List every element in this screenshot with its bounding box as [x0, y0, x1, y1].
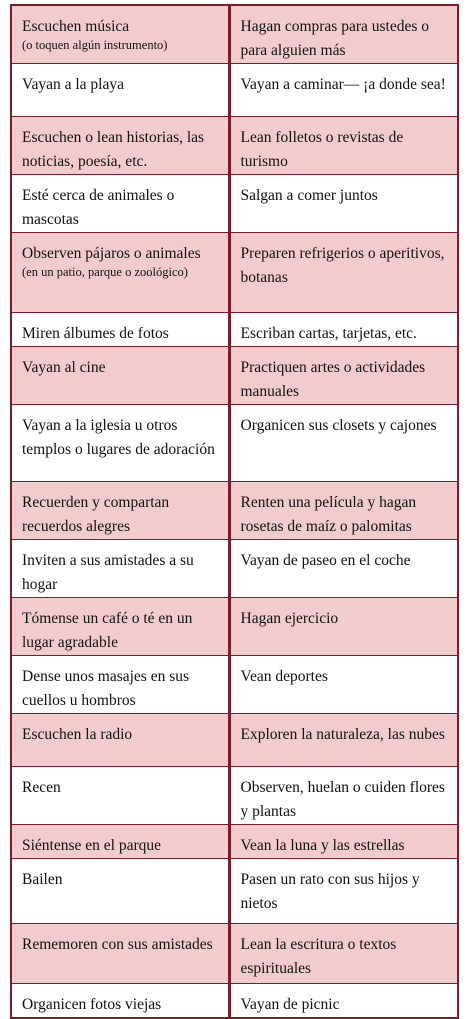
activity-text: Escuchen música: [22, 18, 130, 35]
table-row: [11, 347, 458, 405]
activity-text: Dense unos masajes en sus cuellos u hombros: [22, 668, 190, 709]
activity-text: Lean la escritura o textos espirituales: [240, 936, 397, 977]
activity-text: Salgan a comer juntos: [240, 187, 378, 204]
activity-text: Preparen refrigerios o aperitivos, botanas: [240, 245, 445, 286]
activity-cell-right: [229, 598, 458, 656]
activity-text: Siéntense en el parque: [22, 837, 162, 854]
table-row: [11, 540, 458, 598]
activity-cell-left: [11, 64, 229, 117]
activity-text: Vayan al cine: [22, 359, 106, 376]
activity-cell-right: [229, 482, 458, 540]
activity-cell-right: [229, 313, 458, 347]
activity-text: Organicen sus closets y cajones: [240, 417, 437, 434]
activity-text: Escriban cartas, tarjetas, etc.: [240, 325, 417, 342]
table-row: [11, 984, 458, 1019]
activity-cell-right: [229, 347, 458, 405]
activity-cell-right: [229, 540, 458, 598]
activity-text: Recuerden y compartan recuerdos alegres: [22, 494, 170, 535]
activity-cell-left: [11, 656, 229, 714]
activity-text: Hagan compras para ustedes o para alguien más: [240, 18, 430, 59]
activity-cell-right: [229, 825, 458, 859]
activity-text: Hagan ejercicio: [240, 610, 339, 627]
activities-table-body: [11, 5, 458, 1018]
activity-text: Vayan a la iglesia u otros templos o lugares de adoración: [22, 417, 215, 458]
activity-cell-right: [229, 405, 458, 482]
activity-cell-left: [11, 117, 229, 175]
activity-text: Vayan de paseo en el coche: [240, 552, 411, 569]
activity-text: Rememoren con sus amistades: [22, 936, 213, 953]
activity-cell-left: [11, 175, 229, 233]
table-row: [11, 859, 458, 924]
activity-text: Observen pájaros o animales: [22, 245, 201, 262]
activity-cell-right: [229, 117, 458, 175]
activity-cell-right: [229, 924, 458, 984]
activity-note: (en un patio, parque o zoológico): [22, 265, 188, 279]
activity-text: Renten una película y hagan rosetas de maíz o palomitas: [240, 494, 417, 535]
activity-cell-right: [229, 656, 458, 714]
activity-text: Inviten a sus amistades a su hogar: [22, 552, 194, 593]
activity-text: Practiquen artes o actividades manuales: [240, 359, 426, 400]
activity-text: Recen: [22, 779, 61, 796]
table-row: [11, 825, 458, 859]
activity-cell-left: [11, 598, 229, 656]
activity-text: Vean deportes: [240, 668, 328, 685]
table-row: [11, 714, 458, 767]
activity-cell-left: [11, 859, 229, 924]
table-row: [11, 233, 458, 313]
activity-text: Esté cerca de animales o mascotas: [22, 187, 175, 228]
activities-table: [10, 4, 459, 1019]
activity-text: Vayan de picnic: [240, 996, 340, 1013]
activity-cell-left: [11, 313, 229, 347]
activity-cell-left: [11, 482, 229, 540]
activity-cell-left: [11, 405, 229, 482]
table-row: [11, 482, 458, 540]
activity-cell-left: [11, 767, 229, 825]
activity-text: Escuchen la radio: [22, 726, 133, 743]
activity-text: Miren álbumes de fotos: [22, 325, 169, 342]
activity-cell-right: [229, 767, 458, 825]
activity-text: Exploren la naturaleza, las nubes: [240, 726, 445, 743]
table-row: [11, 5, 458, 64]
activity-cell-right: [229, 233, 458, 313]
activity-text: Vean la luna y las estrellas: [240, 837, 405, 854]
activity-text: Vayan a la playa: [22, 76, 124, 93]
activity-cell-left: [11, 5, 229, 64]
activity-text: Pasen un rato con sus hijos y nietos: [240, 871, 420, 912]
activity-cell-right: [229, 5, 458, 64]
activity-cell-left: [11, 924, 229, 984]
table-row: [11, 313, 458, 347]
table-row: [11, 656, 458, 714]
activity-text: Vayan a caminar— ¡a donde sea!: [240, 76, 446, 93]
activity-cell-right: [229, 859, 458, 924]
activity-text: Escuchen o lean historias, las noticias, poesía, etc.: [22, 129, 205, 170]
activity-cell-left: [11, 825, 229, 859]
activity-cell-right: [229, 714, 458, 767]
activity-cell-right: [229, 175, 458, 233]
activity-text: Tómense un café o té en un lugar agradable: [22, 610, 193, 651]
activity-text: Observen, huelan o cuiden flores y plantas: [240, 779, 445, 820]
activity-text: Bailen: [22, 871, 63, 888]
activity-cell-left: [11, 984, 229, 1019]
table-row: [11, 598, 458, 656]
activity-cell-left: [11, 233, 229, 313]
table-row: [11, 767, 458, 825]
table-row: [11, 64, 458, 117]
activity-cell-right: [229, 64, 458, 117]
activity-cell-left: [11, 714, 229, 767]
table-row: [11, 175, 458, 233]
table-row: [11, 924, 458, 984]
activity-cell-left: [11, 347, 229, 405]
activity-note: (o toquen algún instrumento): [22, 38, 168, 52]
activity-text: Lean folletos o revistas de turismo: [240, 129, 404, 170]
table-row: [11, 117, 458, 175]
activity-cell-right: [229, 984, 458, 1019]
activity-cell-left: [11, 540, 229, 598]
activity-text: Organicen fotos viejas: [22, 996, 162, 1013]
table-row: [11, 405, 458, 482]
